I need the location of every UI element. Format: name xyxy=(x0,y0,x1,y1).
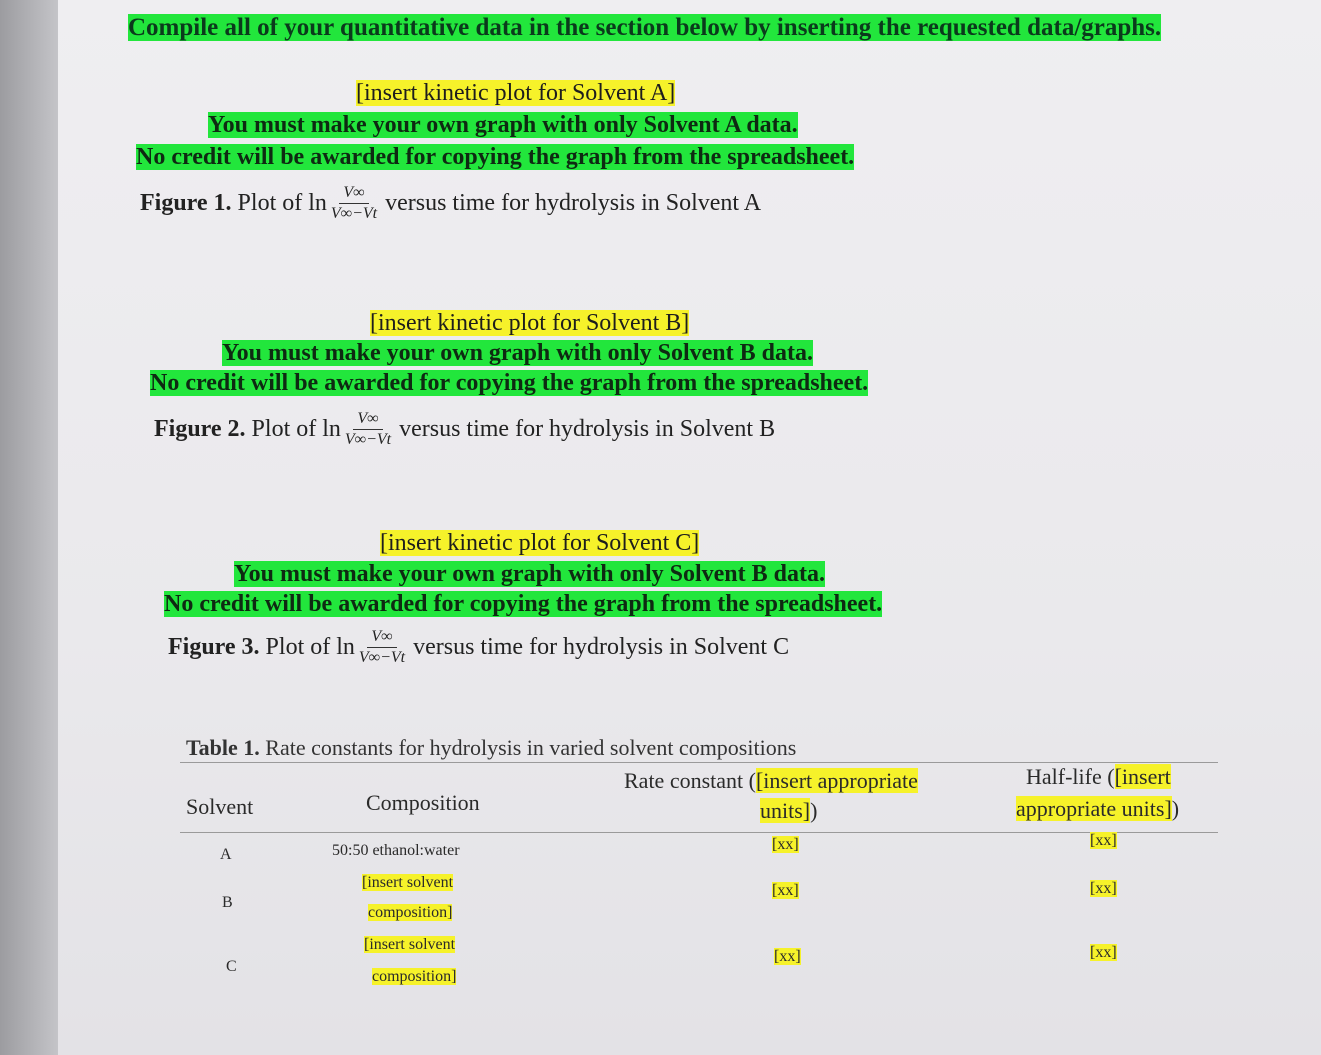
figure-2-placeholder: [insert kinetic plot for Solvent B] xyxy=(370,310,690,336)
row-b-rate: [xx] xyxy=(772,882,799,899)
row-b-composition-2: composition] xyxy=(368,904,453,921)
row-a-half-life: [xx] xyxy=(1090,832,1117,849)
figure-3-caption: Figure 3. Plot of ln $\frac{V\infty}{V\infty-Vt}$ versus time for hydrolysis in Solvent C xyxy=(168,628,790,666)
figure-1-label: Figure 1. xyxy=(140,189,232,216)
row-b-half-life: [xx] xyxy=(1090,880,1117,897)
figure-3-placeholder: [insert kinetic plot for Solvent C] xyxy=(380,530,700,556)
row-a-rate: [xx] xyxy=(772,836,799,853)
row-c-composition: [insert solvent xyxy=(364,936,456,953)
figure-2-fraction: $\frac{V\infty}{V\infty-Vt}$ xyxy=(344,410,392,448)
figure-1-warning-no-credit: No credit will be awarded for copying the graph from the spreadsheet. xyxy=(136,144,855,170)
figure-2-warning-no-credit: No credit will be awarded for copying the graph from the spreadsheet. xyxy=(150,370,869,396)
row-c-half-life: [xx] xyxy=(1090,944,1117,961)
figure-1-fraction: $\frac{V\infty}{V\infty-Vt}$ xyxy=(330,184,378,222)
table-label: Table 1. xyxy=(186,735,260,760)
figure-3-fraction: $\frac{V\infty}{V\infty-Vt}$ xyxy=(358,628,406,666)
header-solvent: Solvent xyxy=(186,794,254,819)
row-c-rate: [xx] xyxy=(774,948,801,965)
figure-2-warning-own-graph: You must make your own graph with only Solvent B data. xyxy=(222,340,813,366)
figure-3-label: Figure 3. xyxy=(168,633,260,660)
row-a-composition: 50:50 ethanol:water xyxy=(332,842,460,859)
row-b-solvent: B xyxy=(222,894,233,911)
header-rate-constant-units: units]) xyxy=(760,798,818,823)
page-edge xyxy=(0,0,58,1055)
header-rate-constant: Rate constant ([insert appropriate xyxy=(624,768,918,793)
header-composition: Composition xyxy=(366,790,480,815)
row-b-composition: [insert solvent xyxy=(362,874,454,891)
figure-2-label: Figure 2. xyxy=(154,415,246,442)
instruction-heading xyxy=(128,14,1161,42)
header-half-life: Half-life ([insert xyxy=(1026,764,1171,789)
table-header-rule xyxy=(180,832,1218,833)
figure-3-warning-no-credit: No credit will be awarded for copying the graph from the spreadsheet. xyxy=(164,591,883,617)
row-c-solvent: C xyxy=(226,958,237,975)
row-c-composition-2: composition] xyxy=(372,968,457,985)
header-half-life-units: appropriate units]) xyxy=(1016,796,1180,821)
table-top-rule xyxy=(180,762,1218,763)
heading-highlight: Compile all of your quantitative data in the section below by inserting the requested data/graphs. xyxy=(128,14,1162,41)
figure-3-warning-own-graph: You must make your own graph with only Solvent B data. xyxy=(234,561,825,587)
figure-1-placeholder: [insert kinetic plot for Solvent A] xyxy=(356,80,676,106)
figure-2-caption: Figure 2. Plot of ln $\frac{V\infty}{V\infty-Vt}$ versus time for hydrolysis in Solvent B xyxy=(154,410,776,448)
table-caption: Table 1. Rate constants for hydrolysis in varied solvent compositions xyxy=(186,735,797,760)
figure-1-caption: Figure 1. Plot of ln $\frac{V\infty}{V\infty-Vt}$ versus time for hydrolysis in Solvent A xyxy=(140,184,762,222)
row-a-solvent: A xyxy=(220,846,232,863)
figure-1-warning-own-graph: You must make your own graph with only Solvent A data. xyxy=(208,112,798,138)
